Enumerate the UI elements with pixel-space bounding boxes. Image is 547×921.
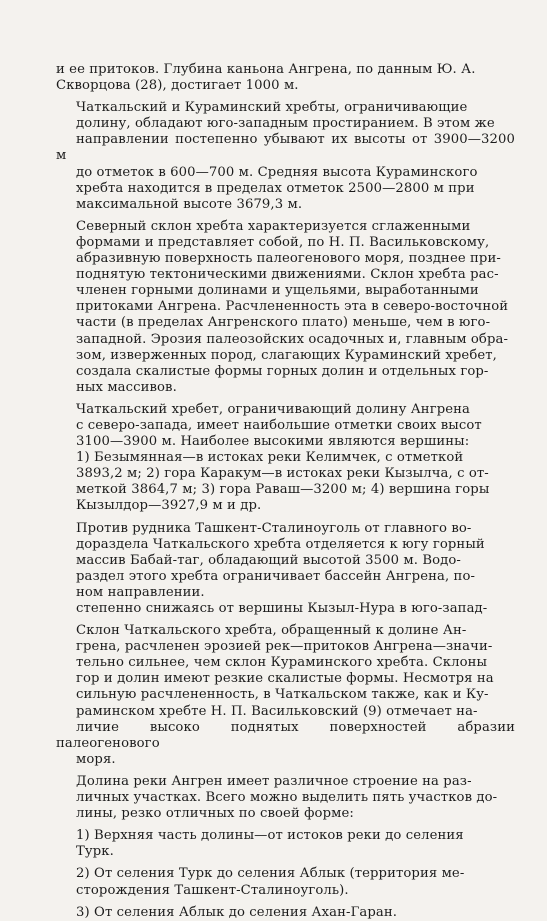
text-line: Чаткальский хребет, ограничивающий долину Ангрена [76, 401, 471, 417]
text-line: хребта находится в пределах отметок 2500—2800 м при [76, 180, 475, 196]
text-line: раздел этого хребта ограничивает бассейн Ангрена, по- [76, 568, 476, 584]
text-line: ных массивов. [76, 379, 177, 395]
paragraph [56, 402, 515, 515]
text-line: лины, резко отличных по своей форме: [76, 806, 354, 822]
text-line: западной. Эрозия палеозойских осадочных и, главным обра- [76, 331, 509, 347]
text-line: поднятую тектоническими движениями. Склон хребта рас- [76, 267, 499, 283]
text-line: личных участках. Всего можно выделить пять участков до- [76, 790, 498, 806]
paragraph [56, 219, 515, 396]
text-line: максимальной высоте 3679,3 м. [76, 196, 303, 212]
text-line: личие высоко поднятых поверхностей абразии палеогенового [56, 719, 515, 751]
paragraph [56, 828, 515, 860]
text-line: раминском хребте Н. П. Васильковский (9) отмечает на- [76, 703, 478, 719]
text-line: 3100—3900 м. Наиболее высокими являются вершины: [76, 434, 470, 450]
text-line: 3) От селения Аблык до селения Ахан-Гаран. [76, 904, 398, 920]
text-line: Долина реки Ангрен имеет различное строение на раз- [76, 773, 472, 789]
text-line: Склон Чаткальского хребта, обращенный к долине Ан- [76, 623, 467, 639]
text-line: дораздела Чаткальского хребта отделяется к югу горный [76, 536, 485, 552]
text-line: ном направлении. [76, 584, 205, 600]
paragraph [56, 774, 515, 822]
text-line: зом, изверженных пород, слагающих Кураминский хребет, [76, 347, 497, 363]
text-line: направлении постепенно убывают их высоты от 3900—3200 м [56, 132, 515, 164]
text-line: Северный склон хребта характеризуется сглаженными [76, 218, 471, 234]
text-line: долину, обладают юго-западным простиранием. В этом же [76, 116, 495, 132]
text-line: абразивную поверхность палеогенового моря, позднее при- [76, 251, 501, 267]
text-line: 3893,2 м; 2) гора Каракум—в истоках реки Кызылча, с от- [76, 466, 489, 482]
text-line: грена, расчленен эрозией рек—притоков Ангрена—значи- [76, 639, 493, 655]
paragraph [56, 100, 515, 213]
text-line: части (в пределах Ангренского плато) меньше, чем в юго- [76, 315, 491, 331]
text-line: с северо-запада, имеет наибольшие отметки своих высот [76, 417, 482, 433]
paragraph [56, 62, 515, 94]
text-line: притоками Ангрена. Расчлененность эта в северо-восточной [76, 299, 509, 315]
text-line: членен горными долинами и ущельями, выработанными [76, 283, 479, 299]
text-line: меткой 3864,7 м; 3) гора Раваш—3200 м; 4) вершина горы [76, 482, 490, 498]
paragraph [56, 905, 515, 921]
text-line: и ее притоков. Глубина каньона Ангрена, по данным Ю. А. [56, 62, 476, 77]
text-line: тельно сильнее, чем склон Кураминского хребта. Склоны [76, 655, 488, 671]
text-line: Чаткальский и Кураминский хребты, ограничивающие [76, 100, 468, 116]
text-line: 1) Безымянная—в истоках реки Келимчек, с отметкой [76, 450, 464, 466]
text-line: моря. [76, 751, 116, 767]
text-line: до отметок в 600—700 м. Средняя высота Кураминского [76, 164, 478, 180]
text-line: Скворцова (28), достигает 1000 м. [56, 78, 299, 94]
text-line: 1) Верхняя часть долины—от истоков реки до селения [76, 828, 464, 844]
text-line: формами и представляет собой, по Н. П. Васильковскому, [76, 234, 490, 250]
text-line: сторождения Ташкент-Сталиноуголь). [76, 882, 349, 898]
text-line: 2) От селения Турк до селения Аблык (территория ме- [76, 866, 465, 882]
text-line: Кызылдор—3927,9 м и др. [76, 498, 262, 514]
paragraph [56, 521, 515, 618]
paragraph [56, 866, 515, 898]
text-body [56, 62, 515, 921]
text-line: Турк. [76, 844, 114, 860]
text-line: Против рудника Ташкент-Сталиноуголь от главного во- [76, 520, 472, 536]
text-line: создала скалистые формы горных долин и отдельных гор- [76, 363, 489, 379]
text-line: степенно снижаясь от вершины Кызыл-Нура в юго-запад- [76, 601, 488, 616]
text-line: гор и долин имеют резкие скалистые формы. Несмотря на [76, 671, 494, 687]
text-line: сильную расчлененность, в Чаткальском также, как и Ку- [76, 687, 489, 703]
text-line: массив Бабай-таг, обладающий высотой 3500 м. Водо- [76, 552, 461, 568]
paragraph [56, 623, 515, 768]
